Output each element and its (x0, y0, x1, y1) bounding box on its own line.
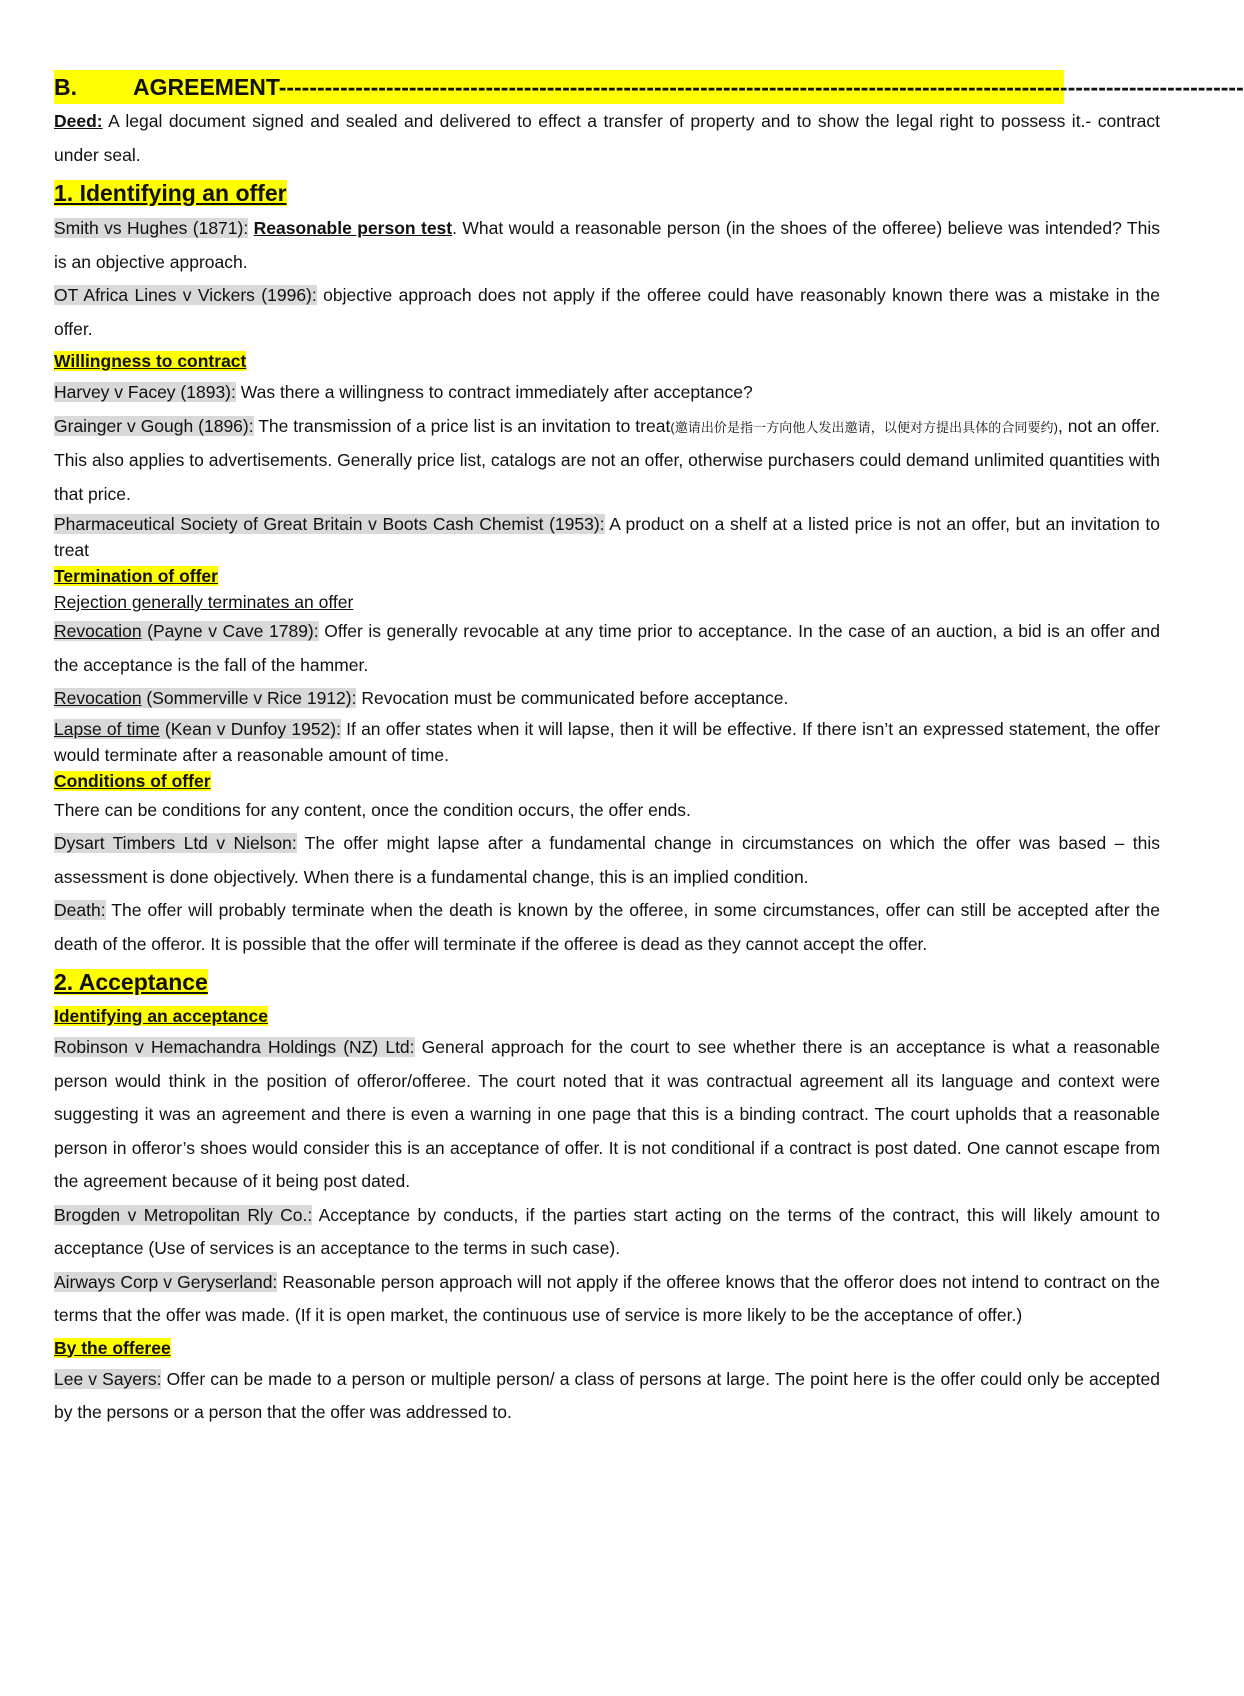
subheading-conditions: Conditions of offer (54, 770, 211, 791)
paragraph-dysart-timbers: Dysart Timbers Ltd v Nielson: The offer might lapse after a fundamental change in circumstances on which the offer was based – this assessment is done objectively. When there is a fundamental change, this is an implied condition. (54, 833, 1160, 887)
termination-intro: Rejection generally terminates an offer (54, 592, 354, 612)
term-label: Revocation (54, 688, 142, 708)
term-label: Revocation (54, 621, 142, 641)
chinese-note: (邀请出价是指一方向他人发出邀请，以便对方提出具体的合同要约) (670, 419, 1058, 435)
paragraph-brogden: Brogden v Metropolitan Rly Co.: Acceptance by conducts, if the parties start acting on the terms of the contract, this will likely amount to acceptance (Use of services is an acceptance to the terms in such case). (54, 1204, 1160, 1258)
subheading-identifying-acceptance: Identifying an acceptance (54, 1006, 268, 1026)
paragraph-lee-v-sayers: Lee v Sayers: Offer can be made to a person or multiple person/ a class of persons at large. The point here is the offer could only be accepted by the persons or a person that the offer was addressed to. (54, 1368, 1160, 1422)
deed-definition: Deed: A legal document signed and sealed and delivered to effect a transfer of property and to show the legal right to possess it.- contract under seal. (54, 111, 1160, 165)
paragraph-robinson-v-hemachandra: Robinson v Hemachandra Holdings (NZ) Ltd: General approach for the court to see whether there is an acceptance is what a reasonable person would think in the position of offeror/offeree. The court noted that it was contractual agreement all its language and context were suggesting it was an agreement and there is even a warning in one page that this is a binding contract. The court upholds that a reasonable person in offeror’s shoes would consider this is an acceptance of offer. It is not conditional if a contract is post dated. One cannot escape from the agreement because of it being post dated. (54, 1037, 1160, 1191)
subheading-willingness: Willingness to contract (54, 351, 247, 371)
paragraph-grainger-v-gough: Grainger v Gough (1896): The transmission of a price list is an invitation to treat(邀请出价是指一方向他人发出邀请，以便对方提出具体的合同要约), not an offer. This also applies to advertisements. Generally price list, catalogs are not an offer, otherwise purchasers could demand unlimited quantities with that price. (54, 415, 1160, 504)
subheading-by-offeree: By the offeree (54, 1337, 171, 1358)
conditions-intro: There can be conditions for any content, once the condition occurs, the offer ends. (54, 799, 691, 820)
paragraph-smith-v-hughes: Smith vs Hughes (1871): Reasonable person test. What would a reasonable person (in the shoes of the offeree) believe was intended? This is an objective approach. (54, 218, 1160, 272)
deed-term: Deed: (54, 111, 103, 131)
case-name: OT Africa Lines v Vickers (1996): (54, 285, 317, 305)
title-dashes: ------------------------------------------------------------------------------------------------------------------------------ (278, 74, 1244, 100)
case-name: Grainger v Gough (1896): (54, 415, 254, 436)
paragraph-sommerville-v-rice: Revocation (Sommerville v Rice 1912): Revocation must be communicated before acceptance. (54, 688, 789, 708)
case-name: Death: (54, 900, 106, 920)
term-label: Lapse of time (54, 718, 160, 739)
title-text: AGREEMENT (133, 74, 279, 100)
case-name: Dysart Timbers Ltd v Nielson: (54, 833, 297, 853)
case-name: (Sommerville v Rice 1912): (141, 688, 357, 708)
reasonable-person-test: Reasonable person test (253, 218, 453, 238)
main-title (54, 70, 1244, 104)
paragraph-ot-africa-lines: OT Africa Lines v Vickers (1996): objective approach does not apply if the offeree could have reasonably known there was a mistake in the offer. (54, 285, 1160, 339)
case-name: Lee v Sayers: (54, 1368, 162, 1389)
paragraph-boots-cash-chemist: Pharmaceutical Society of Great Britain v Boots Cash Chemist (1953): A product on a shelf at a listed price is not an offer, but an invitation to treat (54, 514, 1160, 560)
case-name: Brogden v Metropolitan Rly Co.: (54, 1204, 313, 1225)
section-letter: B. (54, 74, 77, 100)
paragraph-harvey-v-facey: Harvey v Facey (1893): Was there a willingness to contract immediately after acceptance? (54, 382, 753, 402)
subheading-termination: Termination of offer (54, 566, 218, 586)
case-name: (Kean v Dunfoy 1952): (159, 718, 341, 739)
case-name: Airways Corp v Geryserland: (54, 1271, 278, 1292)
document-page (54, 70, 1244, 1430)
paragraph-airways-corp: Airways Corp v Geryserland: Reasonable person approach will not apply if the offeree knows that the offeror does not intend to contract on the terms that the offer was made. (If it is open market, the continuous use of service is more likely to be the acceptance of offer.) (54, 1271, 1160, 1325)
case-name: Robinson v Hemachandra Holdings (NZ) Ltd: (54, 1037, 415, 1057)
case-name: Pharmaceutical Society of Great Britain v Boots Cash Chemist (1953): (54, 514, 605, 534)
case-name: Harvey v Facey (1893): (54, 382, 236, 402)
paragraph-payne-v-cave: Revocation (Payne v Cave 1789): Offer is generally revocable at any time prior to acceptance. In the case of an auction, a bid is an offer and the acceptance is the fall of the hammer. (54, 621, 1160, 675)
paragraph-death: Death: The offer will probably terminate when the death is known by the offeree, in some circumstances, offer can still be accepted after the death of the offeror. It is possible that the offer will terminate if the offeree is dead as they cannot accept the offer. (54, 900, 1160, 954)
paragraph-kean-v-dunfoy: Lapse of time (Kean v Dunfoy 1952): If an offer states when it will lapse, then it will be effective. If there isn’t an expressed statement, the offer would terminate after a reasonable amount of time. (54, 718, 1161, 765)
case-name: (Payne v Cave 1789): (141, 621, 319, 641)
case-name: Smith vs Hughes (1871): (54, 218, 249, 238)
section-heading-identifying-offer: 1. Identifying an offer (54, 180, 287, 206)
section-heading-acceptance: 2. Acceptance (54, 969, 208, 995)
